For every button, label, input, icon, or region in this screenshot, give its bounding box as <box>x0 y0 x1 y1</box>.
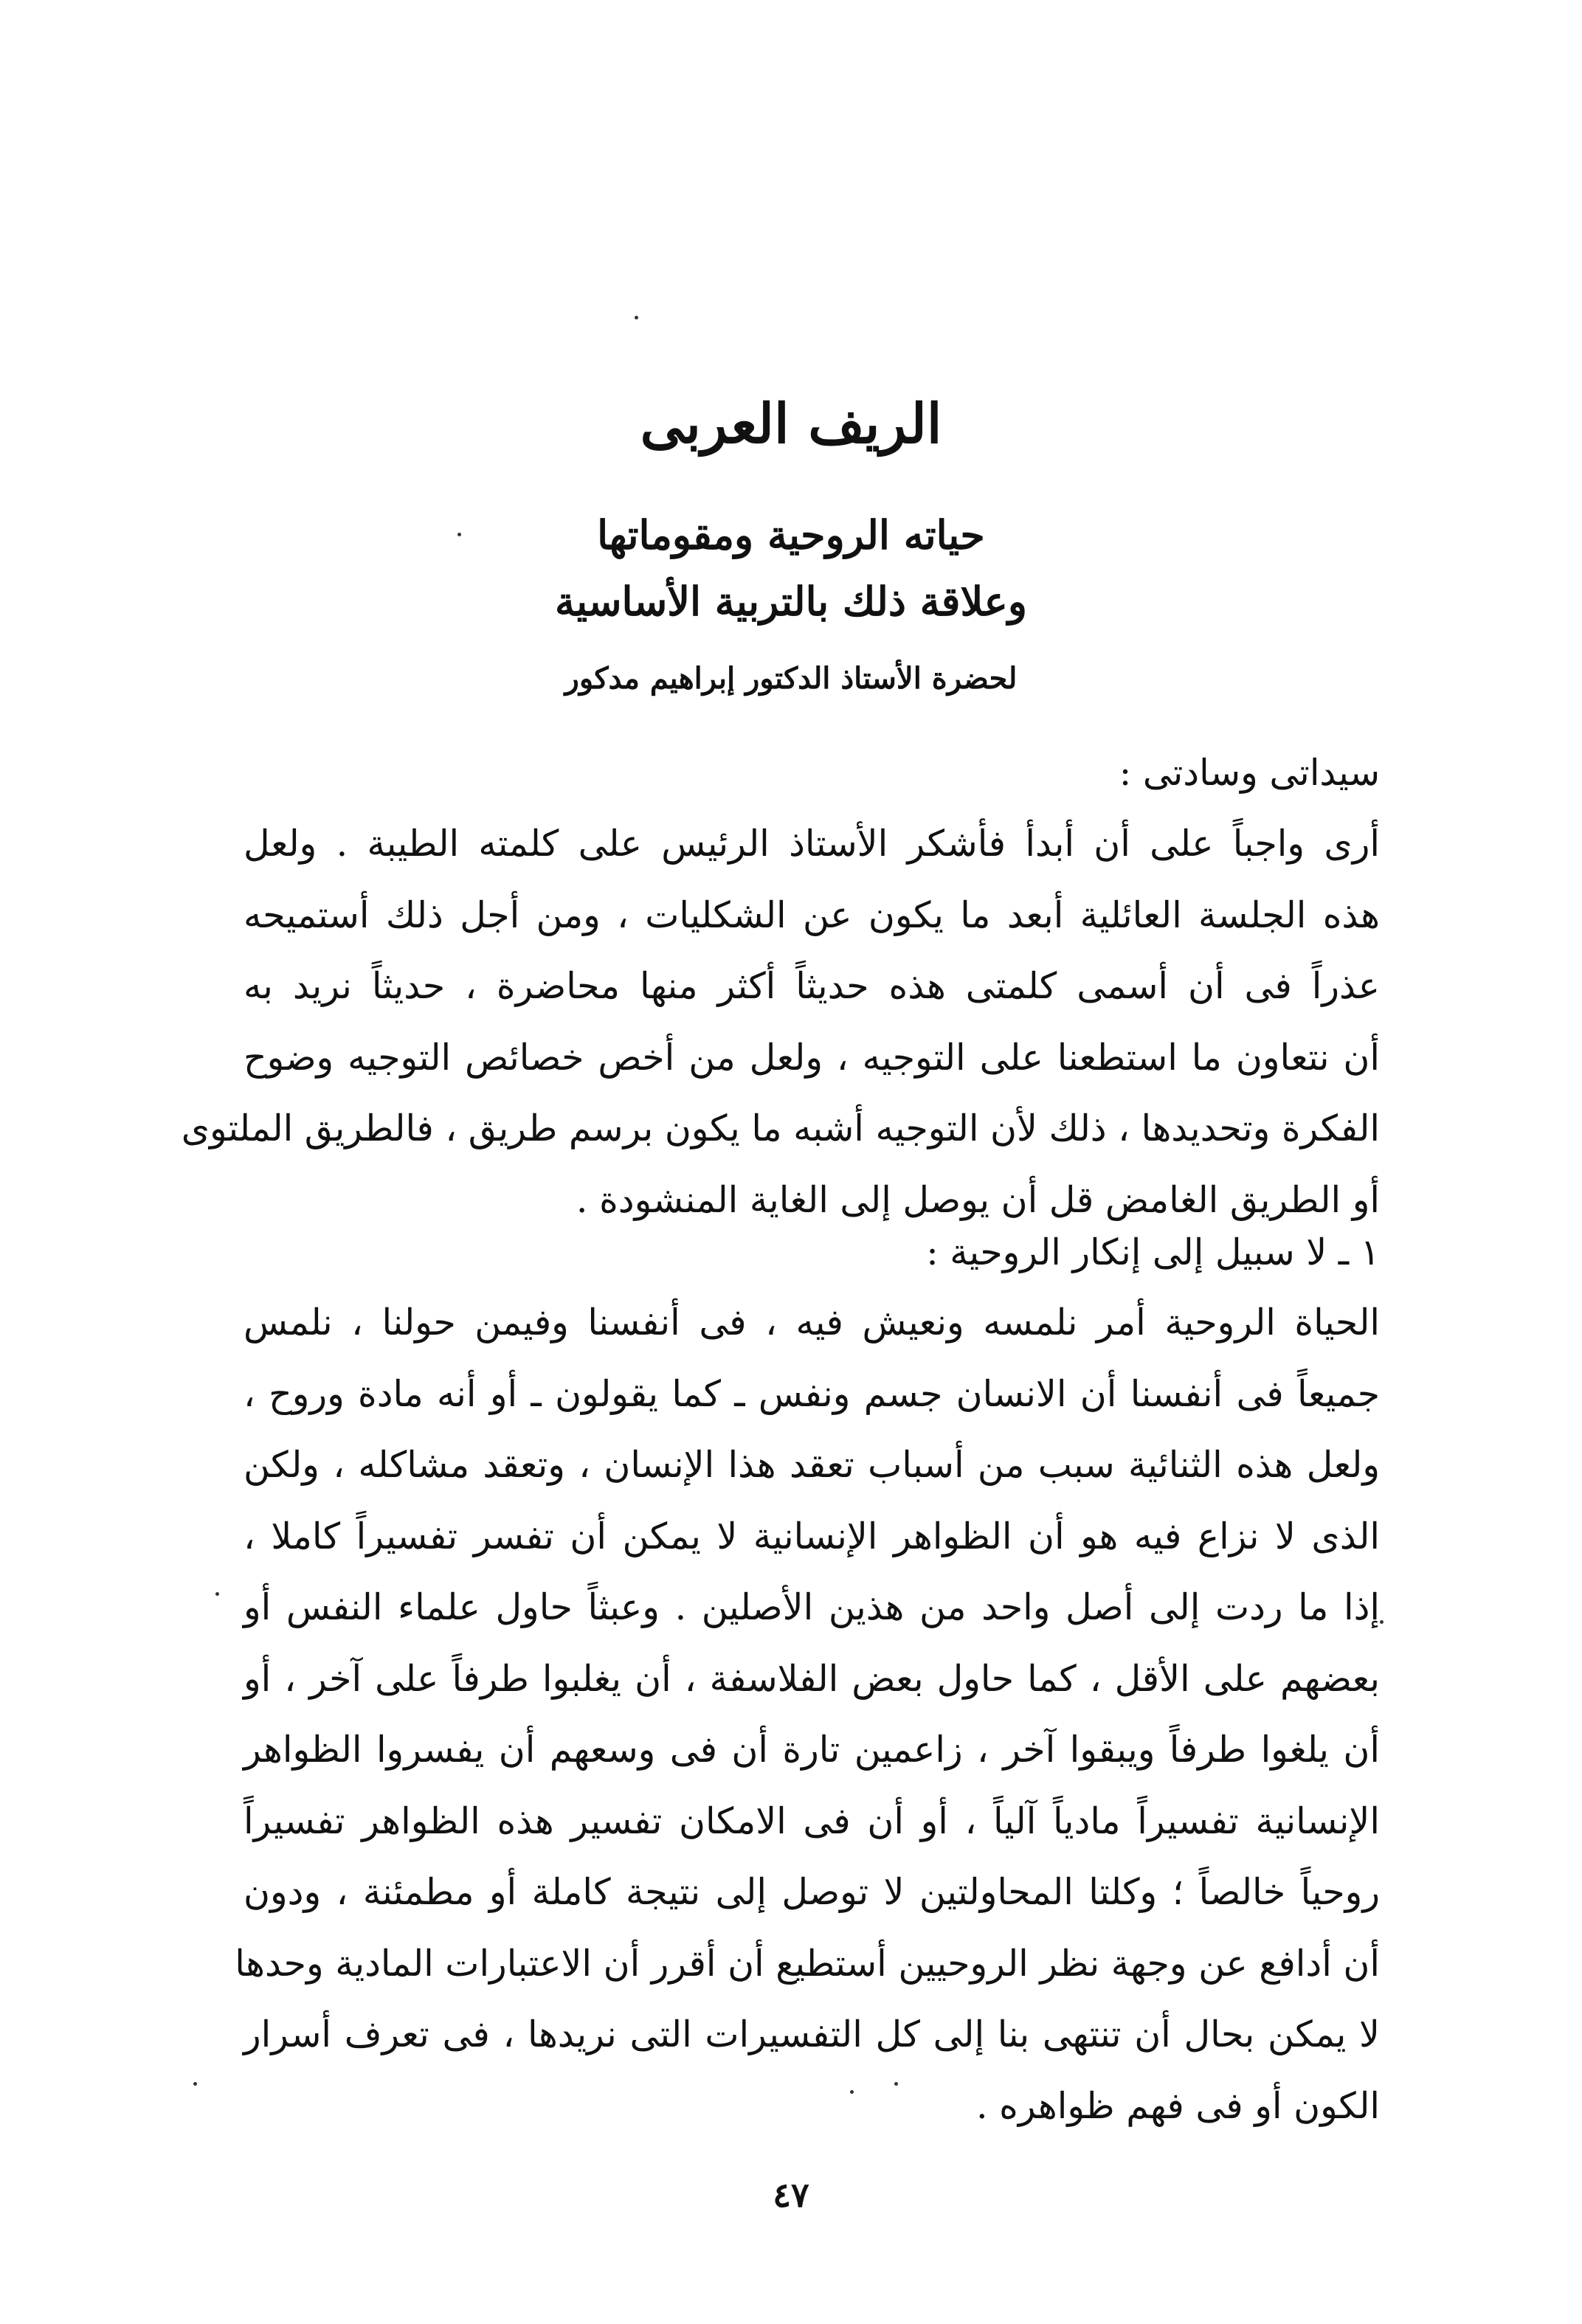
scan-speck <box>193 2082 197 2086</box>
scan-speck <box>894 2082 898 2086</box>
scan-speck <box>850 2090 854 2094</box>
paragraph-line: إذا ما ردت إلى أصل واحد من هذين الأصلين . وعبثاً حاول علماء النفس أو <box>243 1586 1380 1628</box>
paragraph-line: جميعاً فى أنفسنا أن الانسان جسم ونفس ـ كما يقولون ـ أو أنه مادة وروح ، <box>243 1372 1380 1415</box>
paragraph-line: الفكرة وتحديدها ، ذلك لأن التوجيه أشبه ما يكون برسم طريق ، فالطريق الملتوى <box>181 1107 1380 1149</box>
paragraph-line: أن أدافع عن وجهة نظر الروحيين أستطيع أن أقرر أن الاعتبارات المادية وحدها <box>235 1942 1380 1985</box>
paragraph-line: أو الطريق الغامض قل أن يوصل إلى الغاية المنشودة . <box>576 1178 1380 1221</box>
paragraph-line: الذى لا نزاع فيه هو أن الظواهر الإنسانية لا يمكن أن تفسر تفسيراً كاملا ، <box>243 1515 1380 1557</box>
paragraph-line: الحياة الروحية أمر نلمسه ونعيش فيه ، فى أنفسنا وفيمن حولنا ، نلمس <box>243 1301 1380 1343</box>
article-subtitle-line-2: وعلاقة ذلك بالتربية الأساسية <box>555 578 1027 625</box>
article-subtitle-line-1: حياته الروحية ومقوماتها <box>597 511 985 558</box>
salutation: سيداتى وسادتى : <box>1119 752 1380 794</box>
paragraph-line: روحياً خالصاً ؛ وكلتا المحاولتين لا توصل إلى نتيجة كاملة أو مطمئنة ، ودون <box>243 1871 1380 1913</box>
paragraph-line: أرى واجباً على أن أبدأ فأشكر الأستاذ الرئيس على كلمته الطيبة . ولعل <box>243 823 1380 865</box>
paragraph-line: عذراً فى أن أسمى كلمتى هذه حديثاً أكثر منها محاضرة ، حديثاً نريد به <box>243 965 1380 1007</box>
paragraph-2 <box>235 1287 1380 2142</box>
paragraph-line: هذه الجلسة العائلية أبعد ما يكون عن الشكليات ، ومن أجل ذلك أستميحه <box>243 893 1380 936</box>
paragraph-line: أن نتعاون ما استطعنا على التوجيه ، ولعل من أخص خصائص التوجيه وضوح <box>243 1036 1380 1079</box>
paragraph-line: ولعل هذه الثنائية سبب من أسباب تعقد هذا الإنسان ، وتعقد مشاكله ، ولكن <box>243 1444 1380 1486</box>
paragraph-line: لا يمكن بحال أن تنتهى بنا إلى كل التفسيرات التى نريدها ، فى تعرف أسرار <box>243 2013 1380 2055</box>
paragraph-1 <box>181 809 1380 1236</box>
page-number: ٤٧ <box>773 2175 809 2215</box>
scan-speck <box>1380 1620 1384 1624</box>
section-heading: ١ ـ لا سبيل إلى إنكار الروحية : <box>926 1231 1380 1273</box>
author-byline: لحضرة الأستاذ الدكتور إبراهيم مدكور <box>564 661 1018 696</box>
scan-speck <box>635 316 638 319</box>
paragraph-line: الإنسانية تفسيراً مادياً آلياً ، أو أن فى الامكان تفسير هذه الظواهر تفسيراً <box>243 1799 1380 1842</box>
paragraph-line: بعضهم على الأقل ، كما حاول بعض الفلاسفة ، أن يغلبوا طرفاً على آخر ، أو <box>243 1657 1380 1700</box>
scan-speck <box>215 1592 219 1596</box>
paragraph-line: أن يلغوا طرفاً ويبقوا آخر ، زاعمين تارة أن فى وسعهم أن يفسروا الظواهر <box>243 1729 1380 1771</box>
scan-speck <box>457 533 461 536</box>
article-title: الريف العربى <box>640 392 942 456</box>
paragraph-line: الكون أو فى فهم ظواهره . <box>976 2084 1380 2127</box>
